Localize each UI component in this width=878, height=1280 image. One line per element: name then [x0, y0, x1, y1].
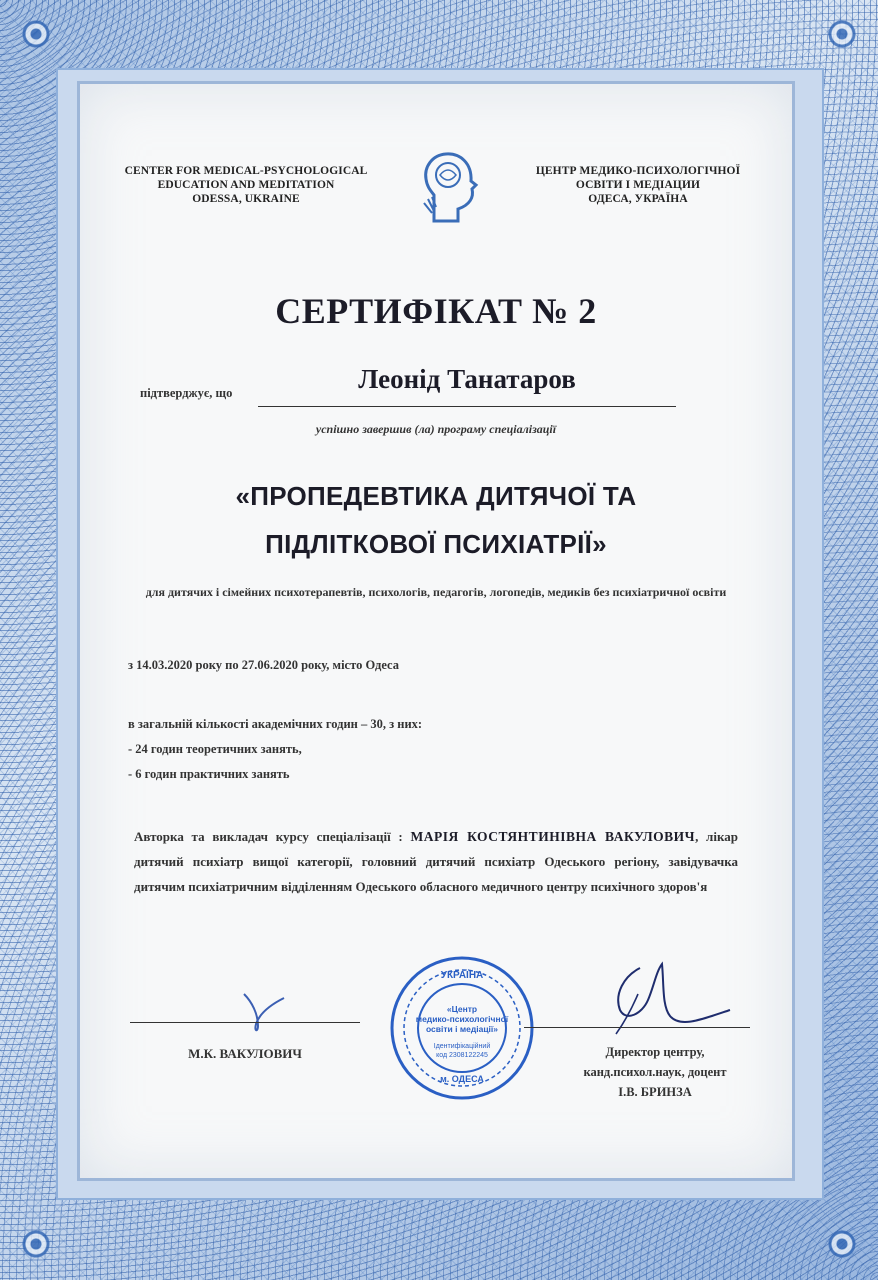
- stamp-top-text: УКРАЇНА: [440, 970, 484, 981]
- academic-hours: [128, 712, 422, 787]
- svg-text:«Центр: «Центр: [446, 1004, 478, 1014]
- handwritten-signature-left: [228, 988, 292, 1038]
- svg-text:код 2308122245: код 2308122245: [436, 1052, 488, 1059]
- corner-ornament-top-left: [14, 12, 58, 56]
- svg-text:Ідентифікаційний: Ідентифікаційний: [433, 1043, 491, 1050]
- svg-text:м. ОДЕСА: м. ОДЕСА: [440, 1074, 484, 1084]
- program-dates: з 14.03.2020 року по 27.06.2020 року, місто Одеса: [128, 658, 399, 672]
- svg-text:медико-психологічної: медико-психологічної: [415, 1014, 509, 1024]
- signature-line-left: [130, 1022, 360, 1023]
- author-name: МАРІЯ КОСТЯНТИНІВНА ВАКУЛОВИЧ: [410, 829, 696, 844]
- inner-frame: [58, 70, 822, 1198]
- certificate-paper: [80, 84, 792, 1178]
- hours-total: в загальній кількості академічних годин – 30, з них:: [128, 717, 423, 731]
- organization-name-ukrainian: ЦЕНТР МЕДИКО-ПСИХОЛОГІЧНОЇ ОСВІТИ І МЕДІАЦИИ ОДЕСА, УКРАЇНА: [535, 165, 741, 205]
- corner-ornament-bottom-right: [820, 1222, 864, 1266]
- certificate-title: СЕРТИФІКАТ № 2: [275, 291, 597, 331]
- svg-text:освіти і медіації»: освіти і медіації»: [425, 1024, 499, 1034]
- confirms-label: підтверджує, що: [140, 386, 233, 400]
- hours-theory: - 24 годин теоретичних занять,: [128, 742, 302, 756]
- signatory-name-left: М.К. ВАКУЛОВИЧ: [188, 1046, 302, 1061]
- handwritten-signature-right: [580, 954, 750, 1044]
- corner-ornament-bottom-left: [14, 1222, 58, 1266]
- director-name: І.В. БРИНЗА: [618, 1085, 692, 1099]
- recipient-underline: [258, 406, 676, 407]
- signature-line-right: [524, 1027, 750, 1028]
- program-title: «ПРОПЕДЕВТИКА ДИТЯЧОЇ ТА ПІДЛІТКОВОЇ ПСИХІАТРІЇ»: [235, 481, 637, 559]
- course-author: Авторка та викладач курсу спеціалізації : МАРІЯ КОСТЯНТИНІВНА ВАКУЛОВИЧ, лікар дитячий психіатр вищої категорії, головний дитячий психіатр Одеського регіону, завідувачка дитячим психіатричним відділенням Одеського обласного медичного центру психічного здоров'я: [134, 829, 738, 894]
- director-signature-block: Директор центру, канд.психол.наук, доцент І.В. БРИНЗА: [550, 1042, 760, 1102]
- target-audience: для дитячих і сімейних психотерапевтів, психологів, педагогів, логопедів, медиків без психіатричної освіти: [145, 585, 727, 599]
- head-logo-icon: [420, 149, 480, 225]
- completed-label: успішно завершив (ла) програму спеціалізації: [315, 422, 557, 436]
- organization-name-english: CENTER FOR MEDICAL-PSYCHOLOGICAL EDUCATION AND MEDITATION ODESSA, UKRAINE: [124, 165, 368, 205]
- hours-practice: - 6 годин практичних занять: [128, 767, 290, 781]
- recipient-name: Леонід Танатаров: [358, 364, 576, 394]
- corner-ornament-top-right: [820, 12, 864, 56]
- official-stamp: [388, 954, 536, 1102]
